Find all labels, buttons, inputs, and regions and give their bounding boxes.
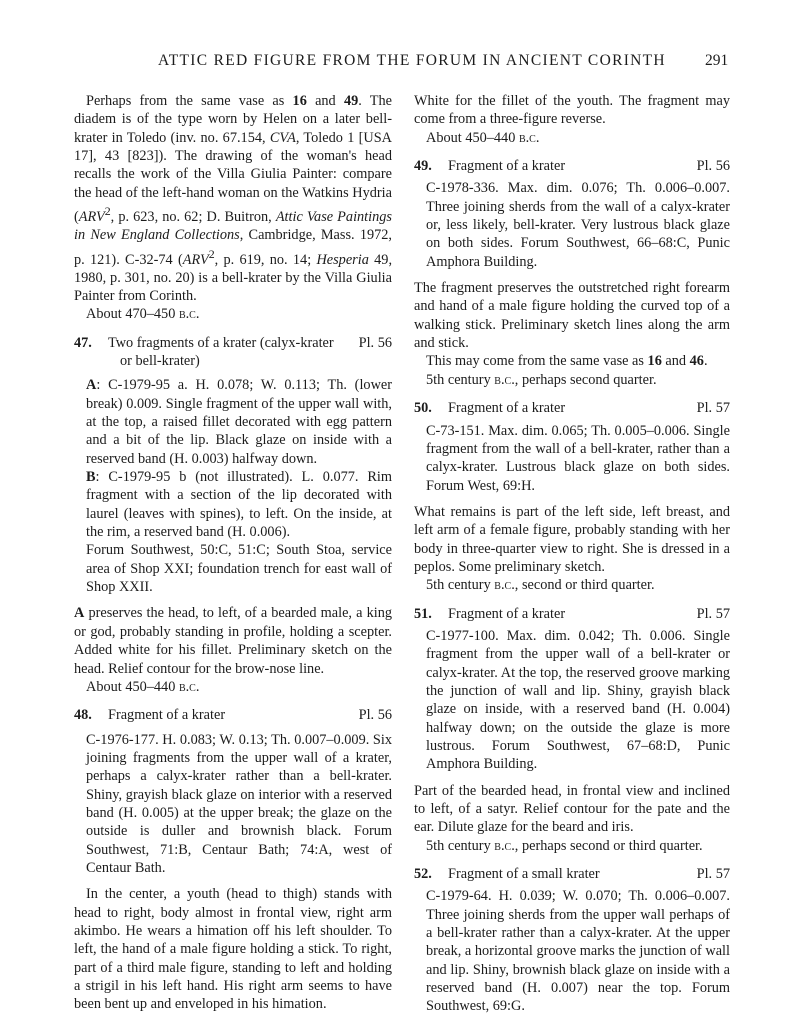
entry-52-heading — [414, 865, 730, 883]
entry-title: Two fragments of a krater (calyx-krater or bell-krater) — [108, 334, 334, 369]
entry-49-heading — [414, 157, 730, 175]
entry-number: 47. — [74, 334, 92, 351]
entry-title: Fragment of a krater — [448, 400, 566, 417]
page-number: 291 — [705, 52, 729, 69]
entry-47-findspot: Forum Southwest, 50:C, 51:C; South Stoa, service area of Shop XXI; foundation trench for east wall of Shop XXII. — [86, 542, 392, 596]
entry-50-comment: What remains is part of the left side, left breast, and left arm of a female figure, probably standing with her body in three-quarter view to right. She is dressed in a peplos. Some preliminary sketch. — [414, 503, 730, 575]
plate-ref: Pl. 56 — [696, 158, 730, 175]
entry-47-date: About 450–440 b.c. — [86, 678, 200, 695]
intro-paragraph: Perhaps from the same vase as 16 and 49. The diadem is of the type worn by Helen on a later bell-krater in Toledo (inv. no. 67.154, CVA, Toledo 1 [USA 17], 43 [823]). The drawing of the woman's head recalls the work of the Villa Giulia Painter: compare the head of the left-hand woman on the Watkins Hydria (ARV$^2$, p. 623, no. 62; D. Buitron, Attic Vase Paintings in New England Collections, Cambridge, Mass. 1972, p. 121). C-32-74 (ARV$^2$, p. 619, no. 14; Hesperia 49, 1980, p. 301, no. 20) is a bell-krater by the Villa Giulia Painter from Corinth. — [74, 93, 393, 304]
left-column — [74, 92, 392, 1014]
running-title: ATTIC RED FIGURE FROM THE FORUM IN ANCIENT CORINTH — [158, 52, 666, 69]
entry-48-description: C-1976-177. H. 0.083; W. 0.13; Th. 0.007–0.009. Six joining fragments from the upper wall of a krater, perhaps a calyx-krater rather than a bell-krater. Shiny, grayish black glaze on interior with a reserved band (H. 0.005) at the upper break; the glaze on the outside is duller and brownish black. Forum Southwest, 71:B, Centaur Bath; 74:A, west of Centaur Bath. — [86, 731, 392, 876]
plate-ref: Pl. 56 — [358, 707, 392, 724]
plate-ref: Pl. 57 — [696, 400, 730, 417]
entry-48-heading — [74, 706, 392, 724]
entry-47-fragment-a: A: C-1979-95 a. H. 0.078; W. 0.113; Th. (lower break) 0.009. Single fragment of the upper wall with, at the top, a raised fillet decorated with egg pattern and a bit of the lip. Black glaze on inside with a reserved band (H. 0.003) halfway down. — [86, 377, 392, 467]
entry-51-heading — [414, 605, 730, 623]
entry-50-heading — [414, 399, 730, 417]
entry-52-description: C-1979-64. H. 0.039; W. 0.070; Th. 0.006–0.007. Three joining sherds from the upper wall perhaps of a bell-krater rather than a calyx-krater. At the upper break, a horizontal groove marks the junction of wall and lip. Shiny, brownish black glaze on inside with a reserved band (H. 0.007) near the top. Forum Southwest, 69:G. — [426, 888, 730, 1015]
entry-48-comment-continued: White for the fillet of the youth. The fragment may come from a three-figure reverse. — [414, 93, 730, 128]
plate-ref: Pl. 57 — [696, 866, 730, 883]
entry-51-date: 5th century b.c., perhaps second or third quarter. — [426, 837, 703, 854]
entry-48-date: About 450–440 b.c. — [426, 129, 540, 146]
entry-title: Fragment of a small krater — [448, 866, 600, 883]
entry-47-heading — [74, 334, 392, 371]
entry-number: 49. — [414, 158, 432, 175]
right-column — [414, 92, 730, 1016]
entry-50-date: 5th century b.c., second or third quarter. — [426, 577, 655, 594]
running-header — [0, 52, 798, 76]
entry-number: 52. — [414, 866, 432, 883]
entry-49-date: 5th century b.c., perhaps second quarter. — [426, 371, 657, 388]
entry-title: Fragment of a krater — [448, 605, 566, 622]
entry-49-description: C-1978-336. Max. dim. 0.076; Th. 0.006–0.007. Three joining sherds from the wall of a calyx-krater or, less likely, bell-krater. Very lustrous black glaze on both sides. Forum Southwest, 66–68:C, Punic Amphora Building. — [426, 180, 730, 270]
entry-48-comment: In the center, a youth (head to thigh) stands with head to right, body almost in frontal view, right arm akimbo. He wears a himation off his left shoulder. To left, the hand of a male figure holding a stick. To right, part of a third male figure, standing to left and holding a strigil in his left hand. His right arm seems to have been bent up and enveloped in his himation. — [74, 886, 392, 1013]
entry-49-comment: The fragment preserves the outstretched right forearm and hand of a male figure holding the curved top of a walking stick. Preliminary sketch lines along the arm and stick. — [414, 280, 730, 352]
plate-ref: Pl. 57 — [696, 605, 730, 622]
entry-title: Fragment of a krater — [108, 707, 226, 724]
entry-number: 51. — [414, 605, 432, 622]
entry-title: Fragment of a krater — [448, 158, 566, 175]
intro-date: About 470–450 b.c. — [86, 306, 200, 323]
entry-47-comment: A preserves the head, to left, of a bearded male, a king or god, probably standing in profile, holding a scepter. Added white for his fillet. Preliminary sketch on the head. Relief contour for the brow-nose line. — [74, 605, 392, 677]
entry-51-comment: Part of the bearded head, in frontal view and inclined to left, of a satyr. Relief contour for the pate and the ear. Dilute glaze for the beard and iris. — [414, 782, 730, 836]
entry-51-description: C-1977-100. Max. dim. 0.042; Th. 0.006. Single fragment from the upper wall of a bell-krater or calyx-krater. At the top, the reserved groove marking the junction of wall and lip. Shiny, grayish black glaze on inside, with a reserved band (H. 0.004) halfway down; on the outside the glaze is more lustrous. Forum Southwest, 67–68:D, Punic Amphora Building. — [426, 627, 730, 773]
entry-50-description: C-73-151. Max. dim. 0.065; Th. 0.005–0.006. Single fragment from the wall of a bell-krater, rather than a calyx-krater. Lustrous black glaze on both sides. Forum West, 69:H. — [426, 422, 730, 494]
entry-number: 48. — [74, 707, 92, 724]
entry-47-fragment-b: B: C-1979-95 b (not illustrated). L. 0.077. Rim fragment with a section of the lip decorated with laurel (leaves with spines), to left. On the inside, at the rim, a reserved band (H. 0.006). — [86, 469, 392, 541]
entry-49-note: This may come from the same vase as 16 and 46. — [426, 353, 708, 370]
plate-ref: Pl. 56 — [358, 334, 392, 351]
entry-number: 50. — [414, 400, 432, 417]
